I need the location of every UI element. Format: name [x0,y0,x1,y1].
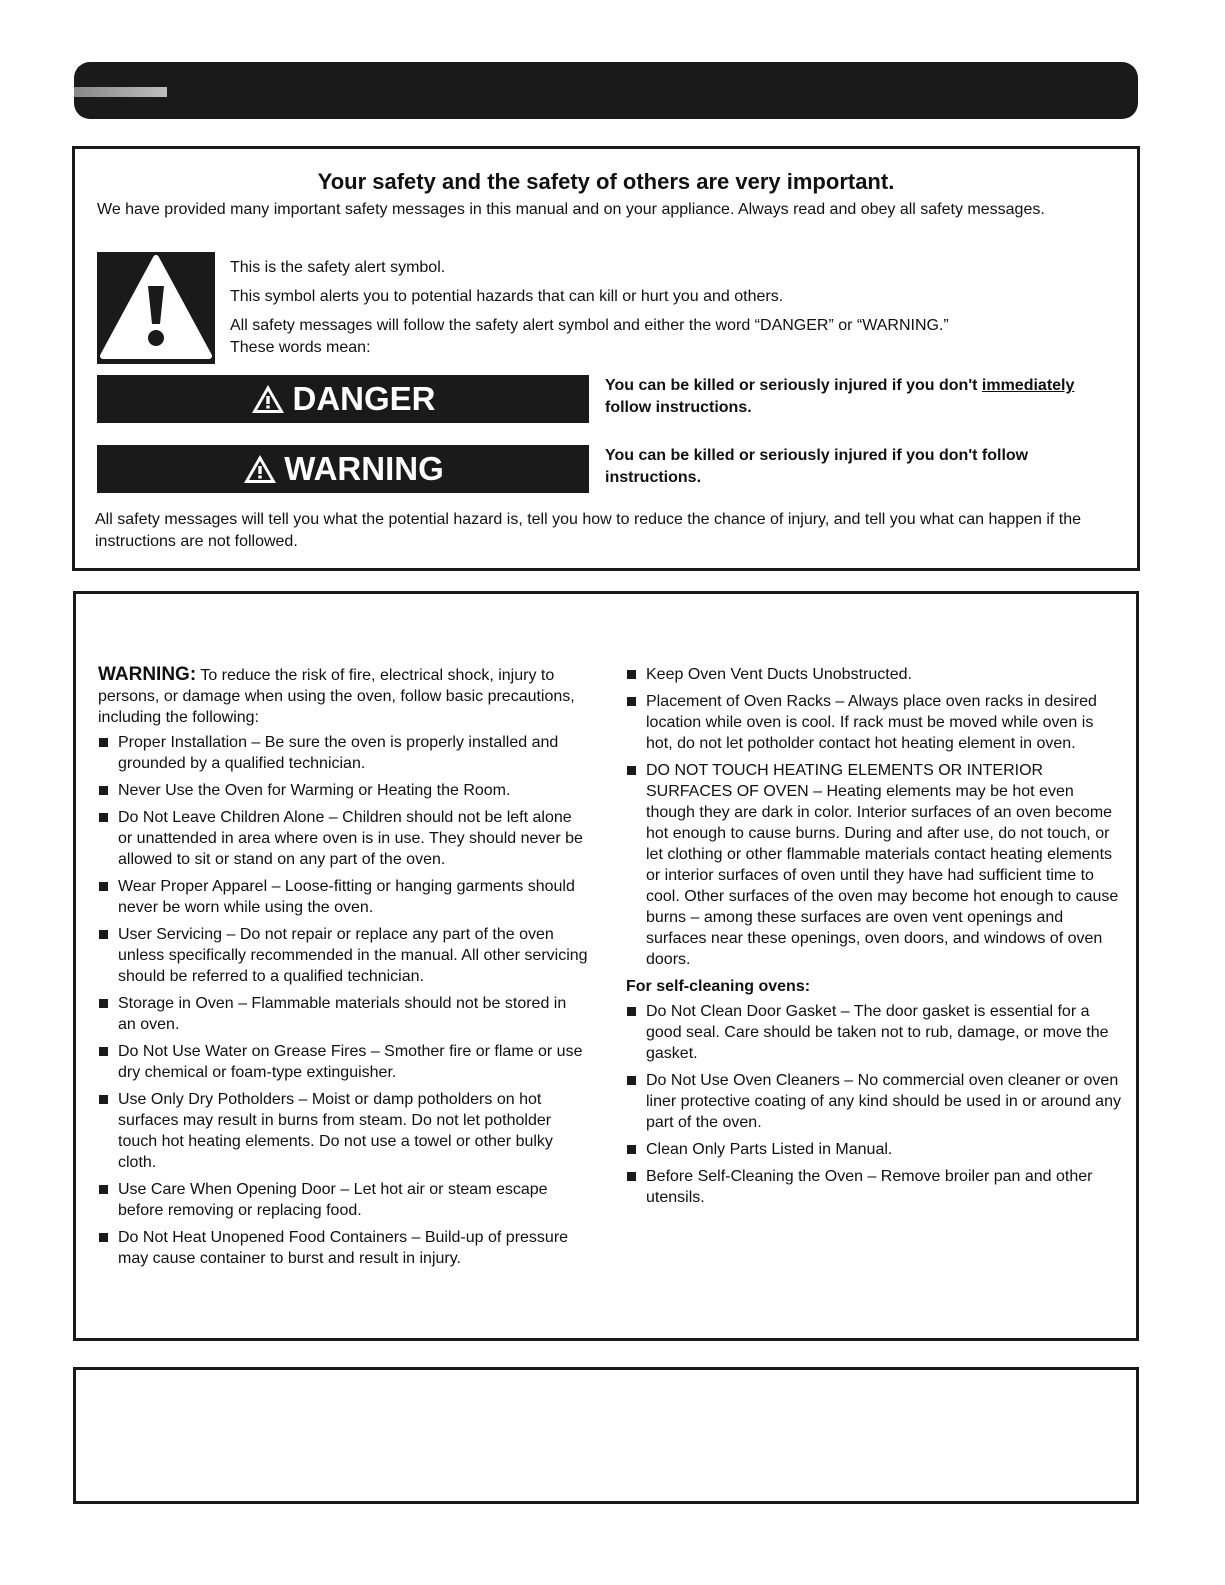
bullet-square-icon [99,738,108,747]
list-item: Wear Proper Apparel – Loose-fitting or hanging garments should never be worn while using the oven. [98,876,588,918]
list-item: Do Not Clean Door Gasket – The door gasket is essential for a good seal. Care should be taken not to rub, damage, or move the gasket. [626,1001,1121,1064]
bullet-square-icon [99,999,108,1008]
bullet-square-icon [627,697,636,706]
bullet-square-icon [99,813,108,822]
bullet-square-icon [627,670,636,679]
bullet-square-icon [99,1185,108,1194]
danger-signal-panel [97,375,589,423]
bullet-square-icon [99,786,108,795]
bullet-square-icon [99,1233,108,1242]
danger-definition: You can be killed or seriously injured if you don't immediately follow instructions. [605,377,1075,416]
list-item: Keep Oven Vent Ducts Unobstructed. [626,664,1121,685]
bullet-square-icon [627,1172,636,1181]
list-item: Proper Installation – Be sure the oven is properly installed and grounded by a qualified technician. [98,732,588,774]
safety-instructions-box [73,591,1139,1341]
symbol-line-2: This symbol alerts you to potential hazards that can kill or hurt you and others. [230,288,784,305]
bullet-square-icon [627,1076,636,1085]
bullet-square-icon [627,1145,636,1154]
list-item: Never Use the Oven for Warming or Heating the Room. [98,780,588,801]
self-clean-list [626,1001,1121,1208]
symbol-line-4: These words mean: [230,339,371,356]
alert-triangle-icon [242,453,278,485]
list-item: Do Not Leave Children Alone – Children should not be left alone or unattended in area where oven is in use. They should never be allowed to sit or stand on any part of the oven. [98,807,588,870]
list-item: Use Only Dry Potholders – Moist or damp potholders on hot surfaces may result in burns from steam. Do not let potholder touch hot heating elements. Do not use a towel or other bulky cloth. [98,1089,588,1173]
symbol-line-3: All safety messages will follow the safety alert symbol and either the word “DANGER” or “WARNING.” [230,317,949,334]
left-instruction-list [98,732,588,1269]
warning-intro-text: To reduce the risk of fire, electrical shock, injury to persons, or damage when using the oven, follow basic precautions, including the following: [98,667,575,726]
list-item: Use Care When Opening Door – Let hot air or steam escape before removing or replacing food. [98,1179,588,1221]
header-tab-accent [74,87,167,97]
list-item: Before Self-Cleaning the Oven – Remove broiler pan and other utensils. [626,1166,1121,1208]
instructions-left-column [98,664,588,1275]
safety-headline: Your safety and the safety of others are very important. [317,169,895,194]
bullet-square-icon [627,1007,636,1016]
safety-alert-icon [97,252,215,364]
list-item: Storage in Oven – Flammable materials should not be stored in an oven. [98,993,588,1035]
bullet-square-icon [99,1047,108,1056]
list-item: Clean Only Parts Listed in Manual. [626,1139,1121,1160]
list-item: Placement of Oven Racks – Always place oven racks in desired location while oven is cool. If rack must be moved while oven is hot, do not let potholder contact hot heating element in oven. [626,691,1121,754]
danger-label: DANGER [292,380,436,417]
safety-closing: All safety messages will tell you what the potential hazard is, tell you how to reduce the chance of injury, and tell you what can happen if the instructions are not followed. [95,511,1082,550]
warning-intro [98,664,588,728]
warning-label: WARNING [284,450,444,487]
instructions-right-column [626,664,1121,1214]
safety-intro: We have provided many important safety messages in this manual and on your appliance. Always read and obey all safety messages. [97,201,1045,218]
list-item: Do Not Heat Unopened Food Containers – Build-up of pressure may cause container to burst and result in injury. [98,1227,588,1269]
list-item: User Servicing – Do not repair or replace any part of the oven unless specifically recommended in the manual. All other servicing should be referred to a qualified technician. [98,924,588,987]
right-instruction-list [626,664,1121,970]
warning-intro-label: WARNING: [98,664,197,685]
bullet-square-icon [99,1095,108,1104]
section-header-bar [74,62,1138,119]
warning-signal-panel [97,445,589,493]
list-item: DO NOT TOUCH HEATING ELEMENTS OR INTERIOR SURFACES OF OVEN – Heating elements may be hot even though they are dark in color. Interior surfaces of an oven become hot enough to cause burns. During and after use, do not touch, or let clothing or other flammable materials contact heating elements or interior surfaces of oven until they have had sufficient time to cool. Other surfaces of the oven may become hot enough to cause burns – among these surfaces are oven vent openings and surfaces near these openings, oven doors, and windows of oven doors. [626,760,1121,970]
list-item: Do Not Use Water on Grease Fires – Smother fire or flame or use dry chemical or foam-type extinguisher. [98,1041,588,1083]
bullet-square-icon [627,766,636,775]
bullet-square-icon [99,930,108,939]
empty-notice-box [73,1367,1139,1504]
bullet-square-icon [99,882,108,891]
warning-definition: You can be killed or seriously injured if you don't follow instructions. [605,447,1029,486]
symbol-line-1: This is the safety alert symbol. [230,259,446,276]
list-item: Do Not Use Oven Cleaners – No commercial oven cleaner or oven liner protective coating of any kind should be used in or around any part of the oven. [626,1070,1121,1133]
self-clean-heading: For self-cleaning ovens: [626,978,811,995]
alert-triangle-icon [250,383,286,415]
safety-notice-box [72,146,1140,571]
